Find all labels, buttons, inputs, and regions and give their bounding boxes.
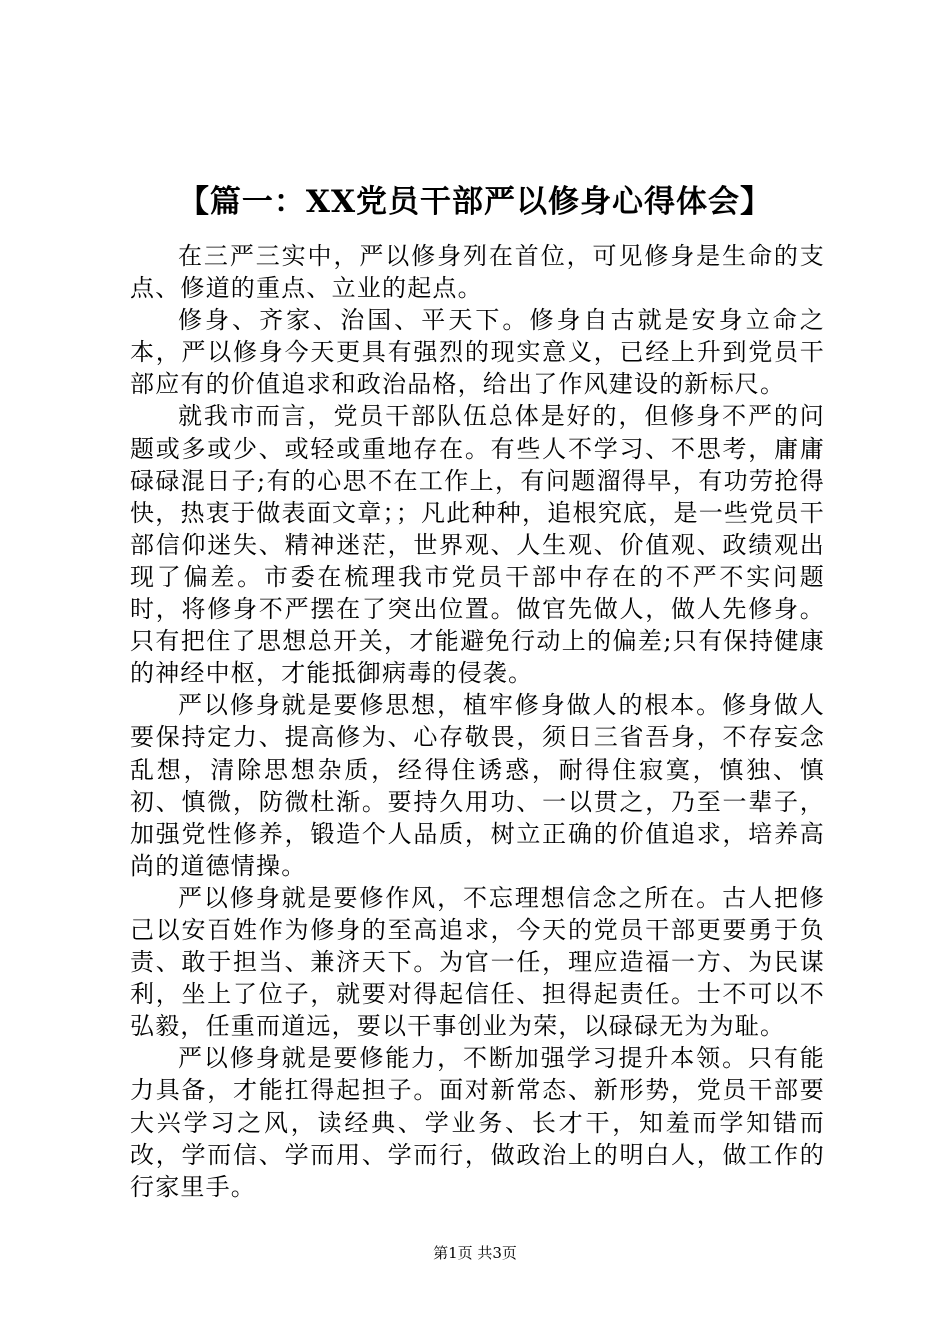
document-title: 【篇一：XX党员干部严以修身心得体会】	[177, 184, 773, 220]
paragraph: 修身、齐家、治国、平天下。修身自古就是安身立命之本，严以修身今天更具有强烈的现实意义，已经上升到党员干部应有的价值追求和政治品格，给出了作风建设的新标尺。	[130, 306, 825, 399]
document-body	[130, 240, 825, 1203]
paragraph: 就我市而言，党员干部队伍总体是好的，但修身不严的问题或多或少、或轻或重地存在。有些人不学习、不思考，庸庸碌碌混日子;有的心思不在工作上，有问题溜得早，有功劳抢得快，热衷于做表面文章；；凡此种种，追根究底，是一些党员干部信仰迷失、精神迷茫，世界观、人生观、价值观、政绩观出现了偏差。市委在梳理我市党员干部中存在的不严不实问题时，将修身不严摆在了突出位置。做官先做人，做人先修身。只有把住了思想总开关，才能避免行动上的偏差;只有保持健康的神经中枢，才能抵御病毒的侵袭。	[130, 402, 825, 688]
paragraph: 严以修身就是要修思想，植牢修身做人的根本。修身做人要保持定力、提高修为、心存敬畏，须日三省吾身，不存妄念乱想，清除思想杂质，经得住诱惑，耐得住寂寞，慎独、慎初、慎微，防微杜渐。要持久用功、一以贯之，乃至一辈子，加强党性修养，锻造个人品质，树立正确的价值追求，培养高尚的道德情操。	[130, 691, 825, 880]
page-footer: 第1页 共3页	[433, 1244, 517, 1262]
paragraph: 严以修身就是要修能力，不断加强学习提升本领。只有能力具备，才能扛得起担子。面对新常态、新形势，党员干部要大兴学习之风，读经典、学业务、长才干，知羞而学知错而改，学而信、学而用、学而行，做政治上的明白人，做工作的行家里手。	[130, 1044, 825, 1201]
paragraph: 严以修身就是要修作风，不忘理想信念之所在。古人把修己以安百姓作为修身的至高追求，今天的党员干部更要勇于负责、敢于担当、兼济天下。为官一任，理应造福一方、为民谋利，坐上了位子，就要对得起信任、担得起责任。士不可以不弘毅，任重而道远，要以干事创业为荣，以碌碌无为为耻。	[130, 883, 825, 1041]
paragraph: 在三严三实中，严以修身列在首位，可见修身是生命的支点、修道的重点、立业的起点。	[130, 242, 825, 303]
